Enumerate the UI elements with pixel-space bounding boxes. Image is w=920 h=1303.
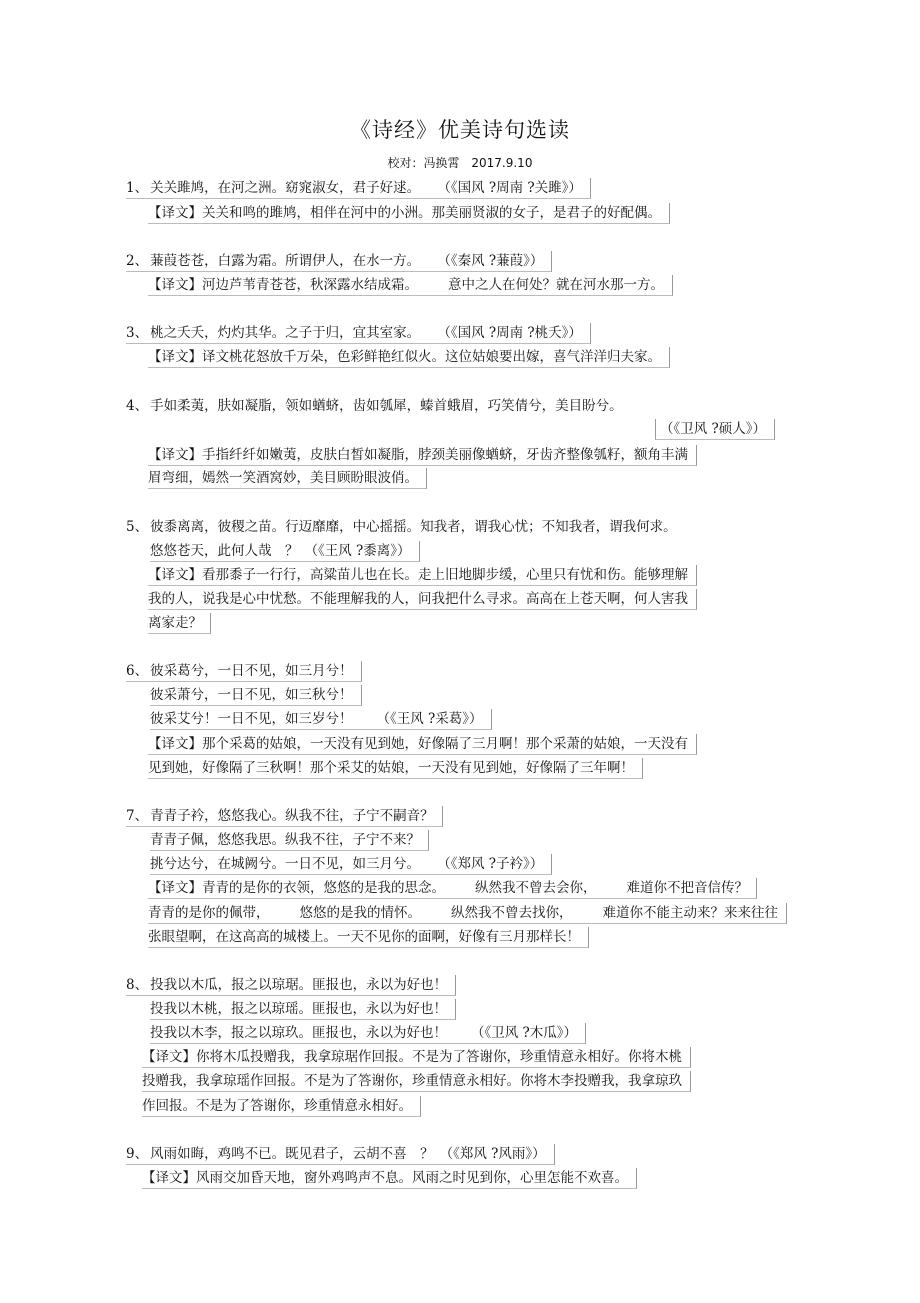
translation-line: 张眼望啊，在这高高的城楼上。一天不见你的面啊，好像有三月那样长！: [148, 927, 589, 948]
translation-line: 离家走？: [148, 613, 211, 634]
poem-line: 悠悠苍天，此何人哉 ？ （《王风 ?黍离》）: [150, 541, 420, 562]
poem-line: 彼采萧兮，一日不见，如三秋兮！: [150, 685, 362, 706]
poem-source: （《国风 ?周南 ?关雎》）: [444, 180, 582, 196]
subtitle: [0, 154, 920, 171]
poem-line: 6、 彼采葛兮，一日不见，如三月兮！: [126, 661, 362, 682]
poem-line: 2、 蒹葭苍苍，白露为霜。所谓伊人，在水一方。 （《秦风 ?蒹葭》）: [126, 251, 552, 272]
translation-line: 我的人，说我是心中忧愁。不能理解我的人，问我把什么寻求。高高在上苍天啊，何人害我: [148, 589, 697, 610]
poem-line: 挑兮达兮，在城阙兮。一日不见，如三月兮。 （《郑风 ?子衿》）: [150, 854, 552, 875]
poem-line: 3、 桃之夭夭，灼灼其华。之子于归，宜其室家。 （《国风 ?周南 ?桃夭》）: [126, 323, 591, 344]
translation-line: 【译文】手指纤纤如嫩荑，皮肤白皙如凝脂，脖颈美丽像蝤蛴，牙齿齐整像瓠籽，额角丰满: [148, 445, 697, 466]
date: 2017.9.10: [471, 156, 533, 170]
translation-line: 【译文】看那黍子一行行，高粱苗儿也在长。走上旧地脚步缓，心里只有忧和伤。能够理解: [148, 565, 697, 586]
poem-source: （《国风 ?周南 ?桃夭》）: [444, 325, 582, 341]
page-title: 《诗经》优美诗句选读: [350, 118, 570, 142]
poem-line: 青青子佩，悠悠我思。纵我不往，子宁不来？: [150, 830, 429, 851]
translation-line: 【译文】河边芦苇青苍苍，秋深露水结成霜。 意中之人在何处？就在河水那一方。: [148, 275, 673, 296]
poem-source: （《郑风 ?风雨》）: [439, 1146, 546, 1162]
translation-line: 【译文】风雨交加昏天地，窗外鸡鸣声不息。风雨之时见到你，心里怎能不欢喜。: [142, 1168, 637, 1189]
translation-line: 【译文】那个采葛的姑娘，一天没有见到她，好像隔了三月啊！那个采萧的姑娘，一天没有: [148, 734, 697, 755]
translation-line: 眉弯细，嫣然一笑酒窝妙，美目顾盼眼波俏。: [148, 468, 427, 489]
poem-source: （《卫风 ?木瓜》）: [471, 1025, 578, 1041]
poem-line: 彼采艾兮！一日不见，如三岁兮！ （《王风 ?采葛》）: [150, 709, 492, 730]
poem-line: 5、 彼黍离离，彼稷之苗。行迈靡靡，中心摇摇。知我者，谓我心忧；不知我者，谓我何求。: [126, 519, 677, 535]
poem-line: 投我以木桃，报之以琼瑶。匪报也，永以为好也！: [150, 999, 456, 1020]
proofreader: 校对：冯换霄: [387, 156, 460, 170]
translation-line: 投赠我，我拿琼瑶作回报。不是为了答谢你，珍重情意永相好。你将木李投赠我，我拿琼玖: [142, 1071, 691, 1092]
translation-line: 见到她，好像隔了三秋啊！那个采艾的姑娘，一天没有见到她，好像隔了三年啊！: [148, 758, 643, 779]
translation-line: 作回报。不是为了答谢你，珍重情意永相好。: [142, 1096, 421, 1117]
translation-line: 【译文】你将木瓜投赠我，我拿琼琚作回报。不是为了答谢你，珍重情意永相好。你将木桃: [142, 1047, 691, 1068]
poem-source: （《王风 ?采葛》）: [376, 711, 483, 727]
translation-line: 青青的是你的佩带， 悠悠的是我的情怀。 纵然我不曾去找你， 难道你不能主动来？来来往往: [148, 903, 787, 924]
poem-source: （《王风 ?黍离》）: [304, 543, 411, 559]
poem-line: 投我以木李，报之以琼玖。匪报也，永以为好也！ （《卫风 ?木瓜》）: [150, 1023, 586, 1044]
translation-line: 【译文】译文桃花怒放千万朵，色彩鲜艳红似火。这位姑娘要出嫁，喜气洋洋归夫家。: [148, 347, 670, 368]
poem-source: （《卫风 ?硕人》）: [655, 419, 775, 440]
poem-line: 1、 关关雎鸠，在河之洲。窈窕淑女，君子好逑。 （《国风 ?周南 ?关雎》）: [126, 178, 591, 199]
poem-source: （《郑风 ?子衿》）: [444, 856, 544, 872]
translation-line: 【译文】关关和鸣的雎鸠，相伴在河中的小洲。那美丽贤淑的女子，是君子的好配偶。: [148, 203, 670, 224]
poem-line: 4、 手如柔荑，肤如凝脂，领如蝤蛴，齿如瓠犀，螓首蛾眉，巧笑倩兮，美目盼兮。: [126, 398, 623, 414]
poem-line: 9、 风雨如晦，鸡鸣不已。既见君子，云胡不喜 ？ （《郑风 ?风雨》）: [126, 1144, 555, 1165]
translation-line: 【译文】青青的是你的衣领，悠悠的是我的思念。 纵然我不曾去会你， 难道你不把音信传？: [148, 878, 757, 899]
poem-source: （《秦风 ?蒹葭》）: [444, 253, 544, 269]
poem-line: 7、 青青子衿，悠悠我心。纵我不往，子宁不嗣音？: [126, 806, 443, 827]
poem-line: 8、 投我以木瓜，报之以琼琚。匪报也，永以为好也！: [126, 975, 456, 996]
